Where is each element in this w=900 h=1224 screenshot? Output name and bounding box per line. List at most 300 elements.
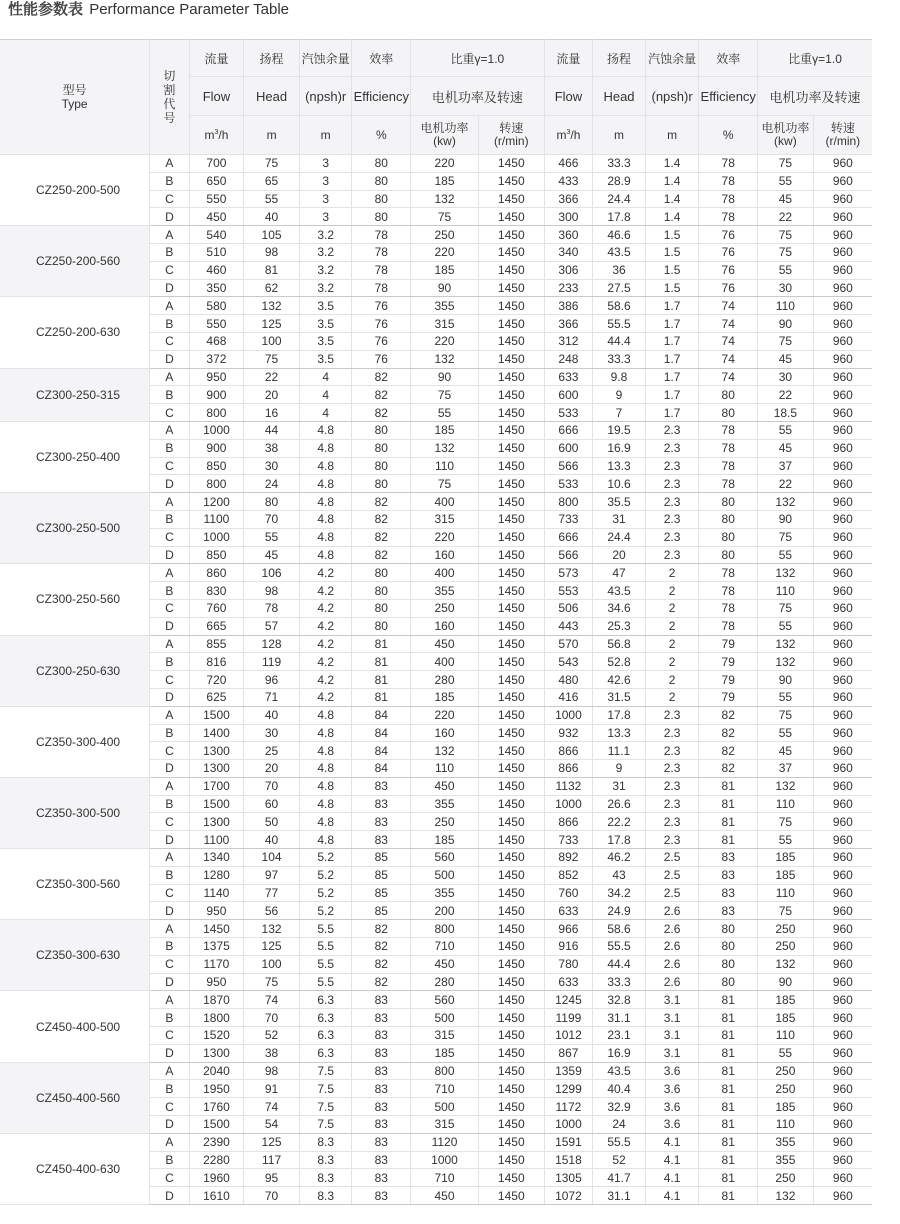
table-row <box>0 226 872 244</box>
table-cell: 4.8 <box>299 510 352 528</box>
header-cut-code-char: 代 <box>163 97 176 111</box>
table-cell: 160 <box>411 546 479 564</box>
table-cell: 306 <box>544 261 593 279</box>
table-cell: 892 <box>544 849 593 867</box>
table-cell: 3.5 <box>299 315 352 333</box>
table-cell: 4.1 <box>645 1151 699 1169</box>
table-cell: 95 <box>244 1169 300 1187</box>
table-cell: 932 <box>544 724 593 742</box>
table-cell: 80 <box>699 528 758 546</box>
table-cell: B <box>150 386 189 404</box>
header-gravity-2: 比重γ=1.0 <box>758 40 872 77</box>
table-cell: 60 <box>244 795 300 813</box>
table-cell: 83 <box>352 1044 411 1062</box>
table-cell: 125 <box>244 1133 300 1151</box>
table-cell: 75 <box>758 243 814 261</box>
table-cell: 1450 <box>478 902 544 920</box>
table-cell: 760 <box>189 599 244 617</box>
table-cell: 36 <box>593 261 646 279</box>
table-cell: 960 <box>813 955 872 973</box>
table-cell: 17.8 <box>593 706 646 724</box>
table-cell: 1450 <box>478 243 544 261</box>
table-cell: 800 <box>189 475 244 493</box>
table-cell: 24 <box>593 1116 646 1134</box>
table-cell: 75 <box>244 973 300 991</box>
table-cell: 1610 <box>189 1187 244 1205</box>
table-cell: 4.2 <box>299 635 352 653</box>
model-cell: CZ250-200-500 <box>0 155 150 226</box>
table-cell: 1450 <box>478 261 544 279</box>
header-head-cn-2: 扬程 <box>593 40 646 77</box>
table-cell: 1450 <box>478 404 544 422</box>
table-row <box>0 1062 872 1080</box>
table-cell: 2.3 <box>645 795 699 813</box>
table-cell: 83 <box>352 1169 411 1187</box>
table-cell: 533 <box>544 404 593 422</box>
table-cell: 85 <box>352 884 411 902</box>
table-cell: 1.7 <box>645 350 699 368</box>
table-cell: 4.8 <box>299 813 352 831</box>
table-cell: 960 <box>813 439 872 457</box>
table-cell: 1.4 <box>645 190 699 208</box>
table-cell: 83 <box>352 1098 411 1116</box>
model-group <box>0 706 872 777</box>
table-cell: D <box>150 760 189 778</box>
table-cell: 16.9 <box>593 439 646 457</box>
table-cell: 71 <box>244 688 300 706</box>
table-cell: 443 <box>544 617 593 635</box>
table-cell: 1450 <box>478 742 544 760</box>
model-cell: CZ350-300-560 <box>0 849 150 920</box>
table-cell: 78 <box>699 190 758 208</box>
table-cell: 75 <box>244 350 300 368</box>
table-cell: 85 <box>352 902 411 920</box>
table-cell: 105 <box>244 226 300 244</box>
table-cell: 83 <box>699 884 758 902</box>
table-cell: 3.6 <box>645 1080 699 1098</box>
table-cell: 960 <box>813 973 872 991</box>
table-cell: 666 <box>544 421 593 439</box>
table-cell: 4.2 <box>299 671 352 689</box>
table-cell: 81 <box>699 1027 758 1045</box>
table-cell: 3.2 <box>299 261 352 279</box>
table-row <box>0 297 872 315</box>
table-cell: 81 <box>699 1187 758 1205</box>
table-cell: 4.8 <box>299 795 352 813</box>
header-model <box>0 40 150 155</box>
table-cell: 960 <box>813 261 872 279</box>
header-gravity: 比重γ=1.0 <box>411 40 545 77</box>
table-cell: 1450 <box>478 475 544 493</box>
header-unit-cell: 转速 (r/min) <box>813 116 872 155</box>
table-cell: 31 <box>593 777 646 795</box>
table-cell: 78 <box>699 208 758 226</box>
table-cell: 110 <box>758 1116 814 1134</box>
table-cell: 82 <box>352 386 411 404</box>
table-cell: 80 <box>699 938 758 956</box>
table-cell: 960 <box>813 902 872 920</box>
table-cell: 80 <box>352 208 411 226</box>
table-cell: 77 <box>244 884 300 902</box>
table-cell: 83 <box>352 1009 411 1027</box>
table-cell: 80 <box>699 955 758 973</box>
table-cell: 45 <box>758 742 814 760</box>
table-cell: C <box>150 457 189 475</box>
table-cell: 1072 <box>544 1187 593 1205</box>
table-cell: 55 <box>758 421 814 439</box>
table-cell: 132 <box>758 564 814 582</box>
table-cell: 1.7 <box>645 368 699 386</box>
table-cell: 960 <box>813 617 872 635</box>
table-cell: 23.1 <box>593 1027 646 1045</box>
table-cell: 960 <box>813 742 872 760</box>
table-cell: 4.1 <box>645 1187 699 1205</box>
table-cell: 1450 <box>478 617 544 635</box>
header-npsh-en-2: (npsh)r <box>645 77 699 116</box>
table-cell: 1450 <box>478 795 544 813</box>
table-cell: 7.5 <box>299 1098 352 1116</box>
table-cell: 960 <box>813 688 872 706</box>
table-cell: 81 <box>699 795 758 813</box>
table-cell: 960 <box>813 368 872 386</box>
table-cell: 960 <box>813 582 872 600</box>
table-cell: 78 <box>699 564 758 582</box>
table-cell: 2.3 <box>645 421 699 439</box>
table-cell: 510 <box>189 243 244 261</box>
table-cell: 1450 <box>478 155 544 173</box>
table-cell: 5.2 <box>299 866 352 884</box>
header-model-cn: 型号 <box>62 83 87 97</box>
table-cell: 2.6 <box>645 973 699 991</box>
header-npsh-en: (npsh)r <box>299 77 352 116</box>
table-cell: 960 <box>813 1009 872 1027</box>
table-cell: 82 <box>352 404 411 422</box>
table-cell: 960 <box>813 172 872 190</box>
table-cell: 1591 <box>544 1133 593 1151</box>
table-cell: 2.6 <box>645 920 699 938</box>
table-cell: 45 <box>758 190 814 208</box>
table-cell: 82 <box>352 510 411 528</box>
table-cell: 132 <box>244 297 300 315</box>
model-group <box>0 1133 872 1204</box>
table-cell: 2.3 <box>645 475 699 493</box>
table-cell: 1450 <box>478 777 544 795</box>
table-cell: 5.2 <box>299 902 352 920</box>
table-cell: 13.3 <box>593 724 646 742</box>
table-cell: 55 <box>758 172 814 190</box>
table-cell: 55 <box>411 404 479 422</box>
table-cell: 315 <box>411 510 479 528</box>
table-cell: 2.3 <box>645 760 699 778</box>
model-cell: CZ300-250-630 <box>0 635 150 706</box>
table-cell: 960 <box>813 546 872 564</box>
model-group <box>0 297 872 368</box>
table-cell: 30 <box>758 279 814 297</box>
table-cell: 1500 <box>189 795 244 813</box>
table-cell: 1760 <box>189 1098 244 1116</box>
table-cell: 1.7 <box>645 404 699 422</box>
header-efficiency-en-2: Efficiency <box>699 77 758 116</box>
header-flow-en: Flow <box>189 77 244 116</box>
table-cell: 106 <box>244 564 300 582</box>
table-cell: D <box>150 1044 189 1062</box>
table-cell: 83 <box>352 991 411 1009</box>
table-cell: A <box>150 1133 189 1151</box>
table-cell: A <box>150 368 189 386</box>
table-cell: 185 <box>411 688 479 706</box>
header-head-en: Head <box>244 77 300 116</box>
table-cell: 82 <box>352 528 411 546</box>
table-cell: 960 <box>813 297 872 315</box>
table-cell: 75 <box>411 386 479 404</box>
table-cell: 82 <box>699 724 758 742</box>
table-cell: A <box>150 226 189 244</box>
table-cell: 1.7 <box>645 297 699 315</box>
table-cell: 22.2 <box>593 813 646 831</box>
table-cell: 816 <box>189 653 244 671</box>
table-cell: 1450 <box>478 226 544 244</box>
table-cell: 19.5 <box>593 421 646 439</box>
table-cell: 300 <box>544 208 593 226</box>
header-head-cn: 扬程 <box>244 40 300 77</box>
table-cell: 468 <box>189 332 244 350</box>
table-cell: 566 <box>544 457 593 475</box>
table-cell: 5.5 <box>299 955 352 973</box>
table-cell: 2 <box>645 635 699 653</box>
table-cell: D <box>150 902 189 920</box>
table-cell: 960 <box>813 332 872 350</box>
table-cell: 450 <box>411 955 479 973</box>
table-cell: 78 <box>699 582 758 600</box>
model-cell: CZ350-300-500 <box>0 777 150 848</box>
table-cell: 2040 <box>189 1062 244 1080</box>
table-cell: 44.4 <box>593 955 646 973</box>
table-cell: 4 <box>299 386 352 404</box>
table-cell: 280 <box>411 973 479 991</box>
table-cell: 1450 <box>478 831 544 849</box>
table-cell: 1199 <box>544 1009 593 1027</box>
table-cell: 780 <box>544 955 593 973</box>
table-cell: 132 <box>244 920 300 938</box>
table-cell: 5.5 <box>299 920 352 938</box>
table-cell: 160 <box>411 617 479 635</box>
table-cell: 75 <box>758 706 814 724</box>
table-cell: 125 <box>244 315 300 333</box>
header-unit-cell: m <box>244 116 300 155</box>
table-cell: B <box>150 866 189 884</box>
table-cell: 91 <box>244 1080 300 1098</box>
table-cell: 1299 <box>544 1080 593 1098</box>
table-cell: 3.2 <box>299 226 352 244</box>
table-cell: 500 <box>411 866 479 884</box>
table-cell: 33.3 <box>593 973 646 991</box>
table-cell: D <box>150 831 189 849</box>
table-cell: 2.3 <box>645 706 699 724</box>
table-cell: 24.4 <box>593 528 646 546</box>
table-cell: 80 <box>352 439 411 457</box>
table-cell: 220 <box>411 706 479 724</box>
table-cell: 22 <box>758 208 814 226</box>
table-cell: 81 <box>352 671 411 689</box>
table-cell: 17.8 <box>593 831 646 849</box>
model-cell: CZ350-300-630 <box>0 920 150 991</box>
table-cell: 44 <box>244 421 300 439</box>
table-cell: 960 <box>813 795 872 813</box>
table-cell: 1450 <box>478 1080 544 1098</box>
table-cell: 2.6 <box>645 955 699 973</box>
table-cell: 960 <box>813 706 872 724</box>
table-cell: 500 <box>411 1009 479 1027</box>
table-cell: 110 <box>758 884 814 902</box>
table-cell: 1172 <box>544 1098 593 1116</box>
table-cell: 31.1 <box>593 1009 646 1027</box>
table-cell: 98 <box>244 243 300 261</box>
table-cell: 2.3 <box>645 493 699 511</box>
table-cell: 665 <box>189 617 244 635</box>
table-cell: 110 <box>411 760 479 778</box>
table-cell: 960 <box>813 884 872 902</box>
table-cell: 110 <box>758 1027 814 1045</box>
table-cell: 58.6 <box>593 920 646 938</box>
table-cell: 9.8 <box>593 368 646 386</box>
table-cell: 1450 <box>478 635 544 653</box>
table-cell: 22 <box>758 475 814 493</box>
table-cell: 960 <box>813 190 872 208</box>
table-cell: 950 <box>189 902 244 920</box>
table-cell: 2 <box>645 671 699 689</box>
table-cell: 35.5 <box>593 493 646 511</box>
table-cell: 250 <box>758 920 814 938</box>
table-cell: 1450 <box>478 813 544 831</box>
table-cell: 83 <box>352 795 411 813</box>
table-cell: 5.5 <box>299 973 352 991</box>
model-group <box>0 368 872 421</box>
table-cell: 70 <box>244 1009 300 1027</box>
table-row <box>0 920 872 938</box>
table-cell: 55 <box>244 190 300 208</box>
table-cell: 4.8 <box>299 546 352 564</box>
table-cell: 280 <box>411 671 479 689</box>
table-cell: 250 <box>411 599 479 617</box>
table-row <box>0 635 872 653</box>
table-cell: 26.6 <box>593 795 646 813</box>
table-cell: 185 <box>411 421 479 439</box>
model-cell: CZ450-400-630 <box>0 1133 150 1204</box>
table-cell: 42.6 <box>593 671 646 689</box>
table-cell: 4.8 <box>299 493 352 511</box>
table-cell: 3.1 <box>645 1044 699 1062</box>
table-cell: 960 <box>813 724 872 742</box>
table-cell: 3 <box>299 172 352 190</box>
table-cell: 40 <box>244 831 300 849</box>
table-cell: 1.7 <box>645 386 699 404</box>
table-cell: 1.7 <box>645 315 699 333</box>
table-row <box>0 706 872 724</box>
table-cell: 4.1 <box>645 1133 699 1151</box>
table-cell: C <box>150 955 189 973</box>
table-cell: 1800 <box>189 1009 244 1027</box>
table-cell: 386 <box>544 297 593 315</box>
table-cell: 960 <box>813 635 872 653</box>
table-cell: 2.3 <box>645 777 699 795</box>
table-cell: 315 <box>411 1027 479 1045</box>
table-cell: 55 <box>758 1044 814 1062</box>
table-cell: A <box>150 1062 189 1080</box>
table-cell: 80 <box>352 155 411 173</box>
table-cell: 82 <box>352 938 411 956</box>
table-cell: A <box>150 849 189 867</box>
table-cell: 1280 <box>189 866 244 884</box>
table-cell: 46.2 <box>593 849 646 867</box>
table-cell: 1450 <box>478 653 544 671</box>
table-cell: 2.5 <box>645 884 699 902</box>
table-cell: 560 <box>411 849 479 867</box>
table-cell: 960 <box>813 831 872 849</box>
table-cell: 1.5 <box>645 261 699 279</box>
table-cell: 315 <box>411 315 479 333</box>
table-cell: 81 <box>699 1169 758 1187</box>
table-cell: D <box>150 688 189 706</box>
table-cell: 960 <box>813 671 872 689</box>
table-cell: 10.6 <box>593 475 646 493</box>
table-cell: 75 <box>758 332 814 350</box>
table-cell: 710 <box>411 1169 479 1187</box>
table-cell: 28.9 <box>593 172 646 190</box>
table-cell: A <box>150 777 189 795</box>
table-cell: 960 <box>813 279 872 297</box>
table-cell: B <box>150 315 189 333</box>
table-cell: 560 <box>411 991 479 1009</box>
table-cell: 8.3 <box>299 1187 352 1205</box>
table-cell: 733 <box>544 510 593 528</box>
table-cell: 85 <box>352 849 411 867</box>
table-cell: 30 <box>758 368 814 386</box>
model-cell: CZ450-400-560 <box>0 1062 150 1133</box>
model-cell: CZ450-400-500 <box>0 991 150 1062</box>
table-cell: 75 <box>758 902 814 920</box>
table-cell: 543 <box>544 653 593 671</box>
table-cell: 1000 <box>544 795 593 813</box>
table-cell: 800 <box>544 493 593 511</box>
table-cell: 2 <box>645 582 699 600</box>
table-cell: 78 <box>699 617 758 635</box>
table-row <box>0 991 872 1009</box>
table-cell: 74 <box>244 1098 300 1116</box>
table-cell: 355 <box>411 297 479 315</box>
header-cut-code-char: 号 <box>163 111 176 125</box>
table-cell: 250 <box>758 1062 814 1080</box>
table-cell: 80 <box>352 190 411 208</box>
table-cell: 720 <box>189 671 244 689</box>
table-cell: 70 <box>244 510 300 528</box>
table-cell: 960 <box>813 155 872 173</box>
header-unit-cell: 电机功率 (kw) <box>411 116 479 155</box>
table-cell: 80 <box>352 599 411 617</box>
table-cell: 2390 <box>189 1133 244 1151</box>
table-cell: 110 <box>758 795 814 813</box>
table-cell: 24.4 <box>593 190 646 208</box>
table-cell: 13.3 <box>593 457 646 475</box>
table-cell: 1.4 <box>645 208 699 226</box>
table-cell: 32.9 <box>593 1098 646 1116</box>
table-row <box>0 155 872 173</box>
table-cell: 22 <box>244 368 300 386</box>
table-cell: 76 <box>699 279 758 297</box>
table-cell: C <box>150 1098 189 1116</box>
table-cell: C <box>150 599 189 617</box>
table-cell: 960 <box>813 386 872 404</box>
table-cell: 1450 <box>478 332 544 350</box>
